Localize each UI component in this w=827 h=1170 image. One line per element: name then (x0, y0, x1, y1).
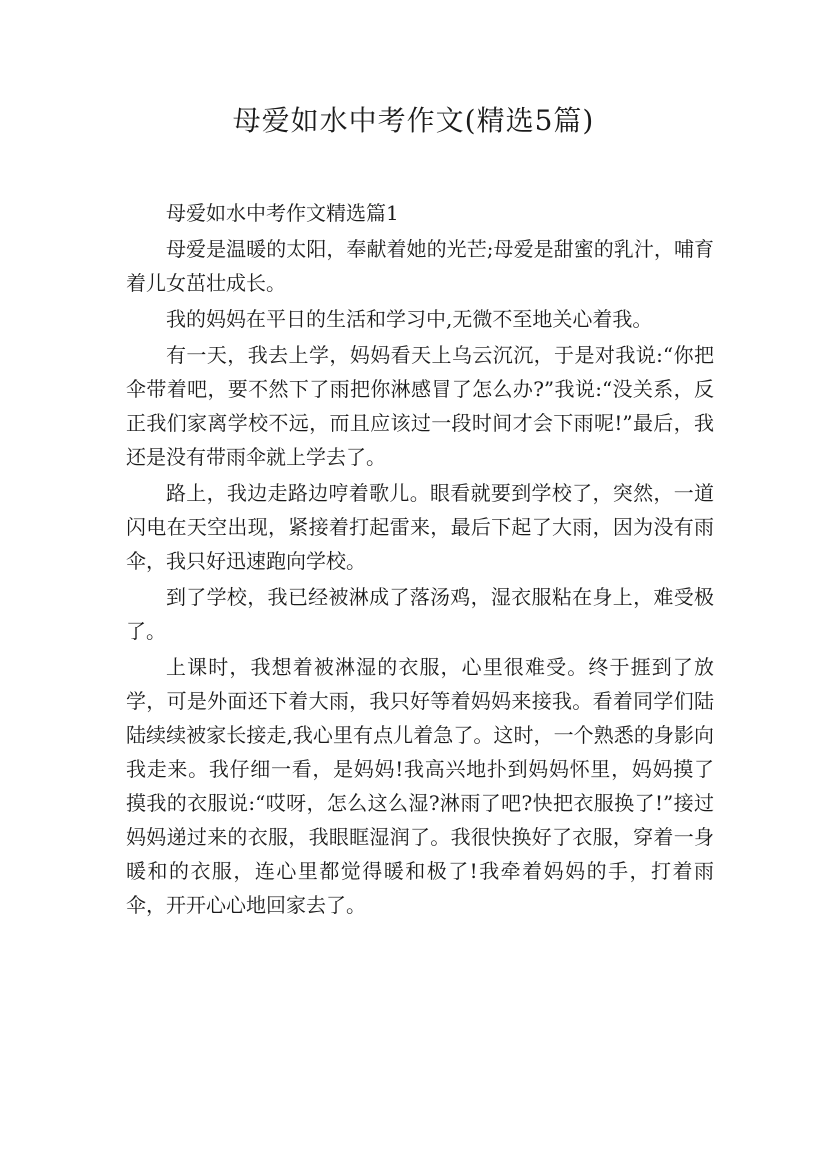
paragraph: 路上，我边走路边哼着歌儿。眼看就要到学校了，突然，一道闪电在天空出现，紧接着打起雷来，最后下起了大雨，因为没有雨伞，我只好迅速跑向学校。 (126, 481, 714, 573)
paragraph: 上课时，我想着被淋湿的衣服，心里很难受。终于捱到了放学，可是外面还下着大雨，我只好等着妈妈来接我。看着同学们陆陆续续被家长接走,我心里有点儿着急了。这时，一个熟悉的身影向我走来。我仔细一看，是妈妈!我高兴地扑到妈妈怀里，妈妈摸了摸我的衣服说:“哎呀，怎么这么湿?淋雨了吧?快把衣服换了!”接过妈妈递过来的衣服，我眼眶湿润了。我很快换好了衣服，穿着一身暖和的衣服，连心里都觉得暖和极了!我牵着妈妈的手，打着雨伞，开开心心地回家去了。 (126, 655, 714, 917)
section-heading: 母爱如水中考作文精选篇1 (166, 201, 399, 225)
page-title: 母爱如水中考作文(精选5篇) (232, 104, 595, 137)
paragraph: 到了学校，我已经被淋成了落汤鸡，湿衣服粘在身上，难受极了。 (126, 585, 714, 643)
paragraph: 母爱是温暖的太阳，奉献着她的光芒;母爱是甜蜜的乳汁，哺育着儿女茁壮成长。 (126, 237, 714, 295)
paragraph: 我的妈妈在平日的生活和学习中,无微不至地关心着我。 (166, 307, 653, 331)
paragraph: 有一天，我去上学，妈妈看天上乌云沉沉，于是对我说:“你把伞带着吧，要不然下了雨把你淋感冒了怎么办?”我说:“没关系，反正我们家离学校不远，而且应该过一段时间才会下雨呢!”最后，我还是没有带雨伞就上学去了。 (126, 343, 714, 469)
article-body (126, 196, 714, 924)
